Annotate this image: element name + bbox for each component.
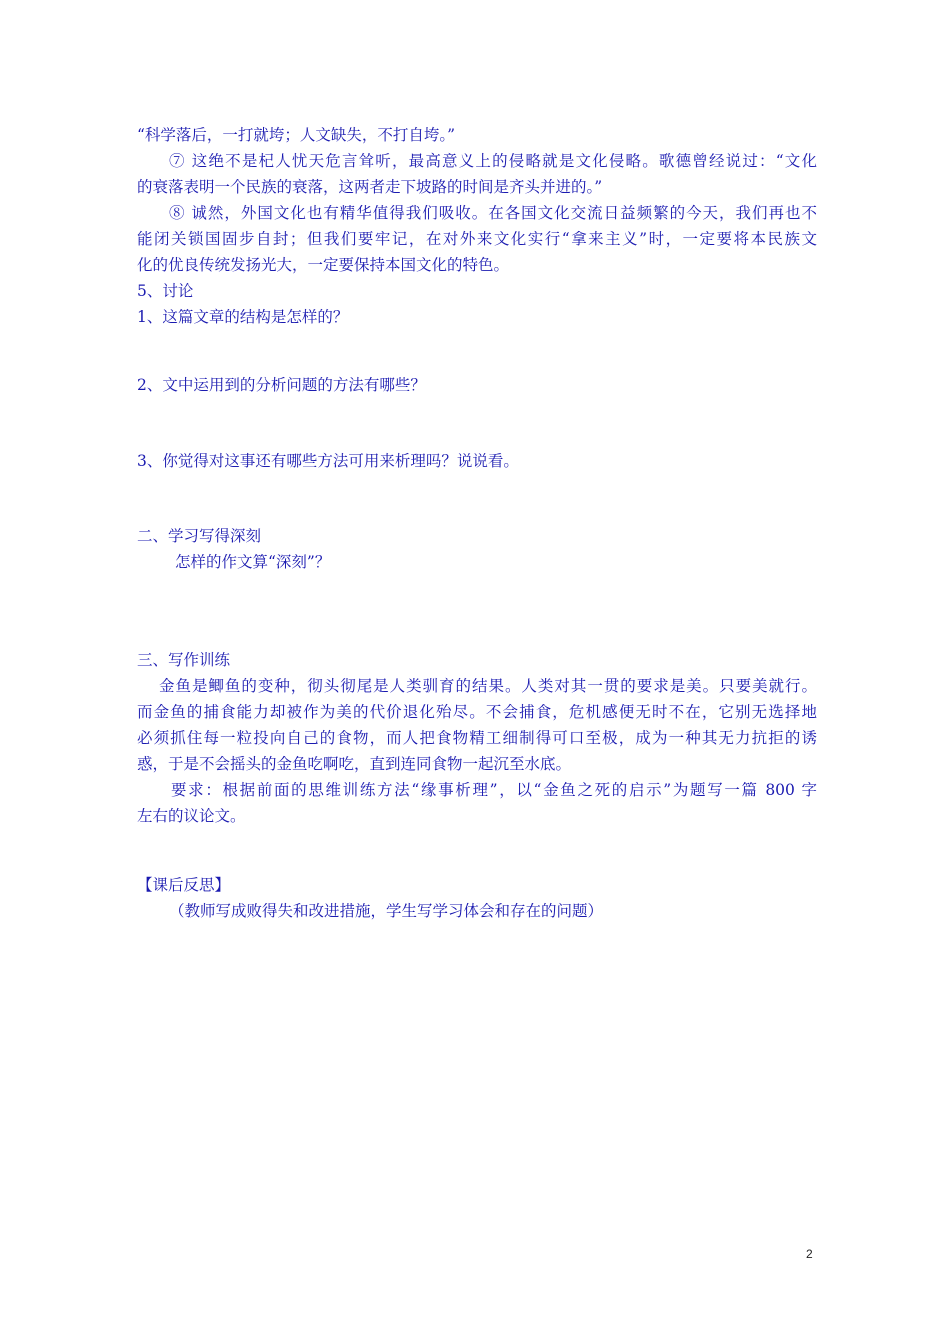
reflection: [137, 872, 817, 924]
discussion-question-3-block: [137, 448, 817, 474]
reflection-heading: 【课后反思】: [137, 876, 231, 894]
discussion-question-1: 1、这篇文章的结构是怎样的？: [137, 308, 349, 326]
quote-line: “科学落后，一打就垮；人文缺失，不打自垮。”: [137, 126, 456, 144]
para7-line1: ⑦ 这绝不是杞人忧天危言耸听，最高意义上的侵略就是文化侵略。歌德曾经说过：“文化: [169, 152, 817, 170]
section3: [137, 647, 817, 829]
para8-line3: 化的优良传统发扬光大，一定要保持本国文化的特色。: [137, 256, 510, 274]
discussion-question-2: 2、文中运用到的分析问题的方法有哪些？: [137, 376, 426, 394]
requirement-line1: 要求：根据前面的思维训练方法“缘事析理”，以“金鱼之死的启示”为题写一篇 800 字: [171, 781, 817, 799]
passage-line4: 惑，于是不会摇头的金鱼吃啊吃，直到连同食物一起沉至水底。: [137, 755, 572, 773]
para7-line2: 的衰落表明一个民族的衰落，这两者走下坡路的时间是齐头并进的。”: [137, 178, 603, 196]
passage-line2: 而金鱼的捕食能力却被作为美的代价退化殆尽。不会捕食，危机感便无时不在，它别无选择地: [137, 703, 817, 721]
reflection-note: （教师写成败得失和改进措施，学生写学习体会和存在的问题）: [169, 902, 604, 920]
section2-question: 怎样的作文算“深刻”？: [175, 553, 331, 571]
section2: [137, 523, 817, 575]
page-number: 2: [806, 1247, 813, 1261]
section2-heading: 二、学习写得深刻: [137, 527, 262, 545]
discussion-question-2-block: [137, 372, 817, 398]
article-excerpt: [137, 122, 817, 330]
discussion-heading: 5、讨论: [137, 282, 194, 300]
para8-line1: ⑧ 诚然，外国文化也有精华值得我们吸收。在各国文化交流日益频繁的今天，我们再也不: [169, 204, 817, 222]
requirement-line2: 左右的议论文。: [137, 807, 246, 825]
passage-line1: 金鱼是鲫鱼的变种，彻头彻尾是人类驯育的结果。人类对其一贯的要求是美。只要美就行。: [159, 677, 817, 695]
passage-line3: 必须抓住每一粒投向自己的食物，而人把食物精工细制得可口至极，成为一种其无力抗拒的诱: [137, 729, 817, 747]
section3-heading: 三、写作训练: [137, 651, 231, 669]
discussion-question-3: 3、你觉得对这事还有哪些方法可用来析理吗？说说看。: [137, 452, 519, 470]
para8-line2: 能闭关锁国固步自封；但我们要牢记，在对外来文化实行“拿来主义”时，一定要将本民族文: [137, 230, 817, 248]
